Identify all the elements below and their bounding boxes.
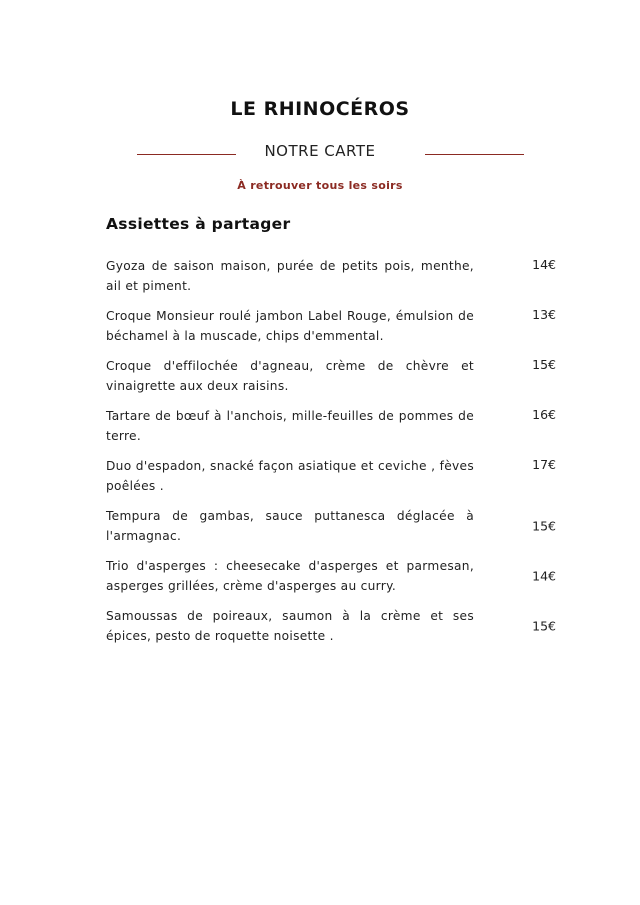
menu-item-price: 15€: [532, 518, 556, 534]
menu-item-description: Croque d'effilochée d'agneau, crème de chèvre et vinaigrette aux deux raisins.: [106, 359, 474, 393]
menu-item: [106, 556, 556, 596]
menu-item-description: Croque Monsieur roulé jambon Label Rouge, émulsion de béchamel à la muscade, chips d'emmental.: [106, 309, 474, 343]
menu-item-price: 14€: [532, 257, 556, 272]
menu-item: [106, 606, 556, 646]
menu-item: [106, 306, 556, 346]
decorative-rule-right: [425, 154, 524, 155]
menu-item: [106, 256, 556, 296]
menu-item-description: Gyoza de saison maison, purée de petits pois, menthe, ail et piment.: [106, 259, 474, 293]
menu-item-description: Duo d'espadon, snacké façon asiatique et ceviche , fèves poêlées .: [106, 459, 474, 493]
menu-item-price: 15€: [532, 357, 556, 372]
menu-item-description: Trio d'asperges : cheesecake d'asperges et parmesan, asperges grillées, crème d'asperges au curry.: [106, 559, 474, 593]
menu-item: [106, 506, 556, 546]
tagline: À retrouver tous les soirs: [237, 179, 403, 192]
menu-item: [106, 356, 556, 396]
menu-items-list: [106, 256, 556, 656]
menu-item: [106, 456, 556, 496]
menu-item-price: 13€: [532, 307, 556, 322]
menu-item-price: 15€: [532, 618, 556, 634]
menu-item-price: 14€: [532, 568, 556, 584]
section-title: Assiettes à partager: [106, 215, 291, 233]
menu-item-description: Tartare de bœuf à l'anchois, mille-feuilles de pommes de terre.: [106, 409, 474, 443]
subtitle-row: [0, 142, 640, 166]
menu-item-description: Samoussas de poireaux, saumon à la crème et ses épices, pesto de roquette noisette .: [106, 609, 474, 643]
menu-item-description: Tempura de gambas, sauce puttanesca déglacée à l'armagnac.: [106, 509, 474, 543]
restaurant-name: LE RHINOCÉROS: [230, 98, 410, 120]
menu-item-price: 17€: [532, 457, 556, 472]
menu-subtitle: NOTRE CARTE: [264, 142, 376, 160]
menu-item: [106, 406, 556, 446]
menu-item-price: 16€: [532, 407, 556, 422]
